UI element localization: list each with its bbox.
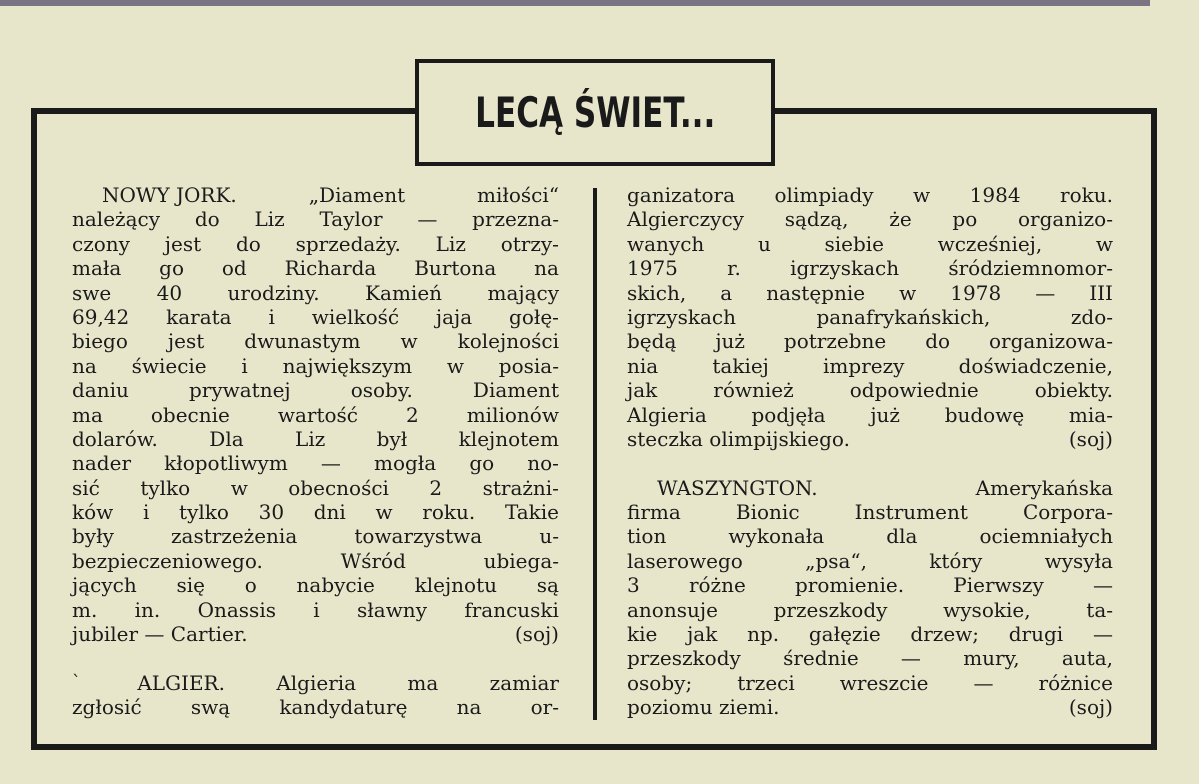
word: przeszkody bbox=[627, 646, 741, 671]
top-color-strip bbox=[0, 0, 1150, 6]
word: przeszkody bbox=[773, 597, 888, 622]
word: średnie bbox=[783, 646, 859, 671]
word: dolarów. bbox=[72, 426, 158, 451]
word: tylko bbox=[140, 475, 191, 500]
column-divider bbox=[593, 188, 597, 720]
word: tylko bbox=[179, 500, 229, 525]
word: drzew; bbox=[910, 622, 980, 647]
text-line bbox=[627, 281, 1113, 305]
word: — bbox=[320, 451, 341, 476]
word: doświadczenie, bbox=[958, 353, 1113, 378]
word: urodziny. bbox=[227, 280, 320, 305]
word: obecności bbox=[288, 475, 389, 500]
word: kolejności bbox=[457, 329, 559, 354]
word: panafrykańskich, bbox=[816, 304, 991, 329]
word: daniu bbox=[72, 378, 129, 403]
word: w bbox=[446, 353, 465, 378]
word: firma bbox=[627, 500, 681, 525]
word: swą bbox=[190, 695, 231, 720]
word: 69,42 bbox=[72, 304, 130, 329]
word: i bbox=[268, 304, 275, 329]
word: towarzystwa bbox=[354, 524, 483, 549]
text-line bbox=[627, 403, 1113, 427]
word: Algieria bbox=[276, 670, 357, 695]
text-line-body: jubiler — Cartier. bbox=[72, 622, 248, 647]
word: miłości“ bbox=[477, 183, 559, 207]
text-line bbox=[627, 183, 1113, 207]
word: budowę bbox=[944, 402, 1025, 427]
word: w bbox=[899, 280, 917, 305]
word: będą bbox=[627, 329, 677, 354]
word: czony bbox=[72, 231, 130, 256]
word: kłopotliwym bbox=[164, 451, 288, 476]
word: już bbox=[870, 402, 900, 427]
word: Corpora- bbox=[1023, 500, 1113, 525]
word: nader bbox=[72, 451, 132, 476]
word: następnie bbox=[766, 280, 866, 305]
text-line bbox=[72, 403, 559, 427]
word: auta, bbox=[1061, 646, 1113, 671]
word: zdo- bbox=[1070, 304, 1113, 329]
word: Algieria bbox=[627, 402, 707, 427]
word: jest bbox=[164, 231, 202, 256]
word: osoby; bbox=[627, 670, 693, 695]
word: r. bbox=[727, 256, 741, 281]
page-title: LECĄ ŚWIET... bbox=[474, 88, 716, 137]
word: gałęzie bbox=[808, 622, 881, 647]
word: drugi bbox=[1008, 622, 1064, 647]
word: Amerykańska bbox=[975, 475, 1113, 500]
word: w bbox=[400, 329, 418, 354]
word: o bbox=[244, 573, 257, 598]
text-line bbox=[72, 598, 559, 622]
word: Onassis bbox=[197, 597, 276, 622]
word: na bbox=[534, 256, 559, 281]
word: promienie. bbox=[795, 573, 905, 598]
word: 1984 bbox=[969, 183, 1021, 207]
word: do bbox=[925, 329, 951, 354]
word: skich, bbox=[627, 280, 687, 305]
word: Wśród bbox=[340, 548, 406, 573]
word: był bbox=[376, 426, 408, 451]
word: Liz bbox=[435, 231, 466, 256]
text-line bbox=[627, 427, 1113, 451]
text-line bbox=[72, 500, 559, 524]
word: podjęła bbox=[751, 402, 826, 427]
article-new-york bbox=[72, 183, 559, 622]
word: Algierczycy bbox=[627, 207, 744, 232]
word: jest bbox=[167, 329, 205, 354]
text-line bbox=[627, 354, 1113, 378]
left-column bbox=[72, 183, 559, 720]
word: 30 bbox=[258, 500, 285, 525]
word: do bbox=[235, 231, 261, 256]
word: i bbox=[313, 597, 320, 622]
word: mia- bbox=[1068, 402, 1113, 427]
word: 40 bbox=[156, 280, 183, 305]
word: i bbox=[142, 500, 150, 525]
word: Instrument bbox=[854, 500, 968, 525]
word: obecnie bbox=[150, 402, 230, 427]
word: francuski bbox=[464, 597, 559, 622]
word: Taylor bbox=[319, 207, 383, 232]
word: ociemniałych bbox=[979, 524, 1113, 549]
text-line bbox=[627, 549, 1113, 573]
word: u- bbox=[539, 524, 559, 549]
word: — bbox=[417, 207, 438, 232]
text-line bbox=[72, 281, 559, 305]
word: strażni- bbox=[482, 475, 559, 500]
author-signature: (soj) bbox=[1068, 426, 1113, 451]
word: — bbox=[1092, 573, 1113, 598]
word: w bbox=[375, 500, 393, 525]
text-line bbox=[627, 573, 1113, 597]
word: biego bbox=[72, 329, 128, 354]
word: Richarda bbox=[284, 256, 377, 281]
word: mała bbox=[72, 256, 122, 281]
word: 2 bbox=[406, 402, 419, 427]
text-line bbox=[627, 329, 1113, 353]
word: ubiega- bbox=[483, 548, 559, 573]
word: siebie bbox=[824, 231, 884, 256]
word: mogła bbox=[374, 451, 437, 476]
right-column bbox=[627, 183, 1113, 720]
word: wielkość bbox=[311, 304, 400, 329]
text-line bbox=[72, 354, 559, 378]
word: 1975 bbox=[627, 256, 678, 281]
word: dni bbox=[313, 500, 346, 525]
word: że bbox=[889, 207, 912, 232]
word: go bbox=[469, 451, 495, 476]
article-algier bbox=[72, 671, 559, 720]
title-box bbox=[415, 59, 775, 166]
word: Pierwszy bbox=[953, 573, 1044, 598]
word: zamiar bbox=[489, 670, 559, 695]
word: ma bbox=[72, 402, 103, 427]
word: na bbox=[72, 353, 97, 378]
word: Liz bbox=[254, 207, 285, 232]
text-line-body: steczka olimpijskiego. bbox=[627, 426, 850, 451]
word: należący bbox=[72, 207, 160, 232]
text-line bbox=[627, 305, 1113, 329]
word: jak bbox=[687, 622, 718, 647]
word: wreszcie bbox=[839, 670, 929, 695]
word: no- bbox=[527, 451, 559, 476]
text-line bbox=[72, 378, 559, 402]
word: Liz bbox=[295, 426, 326, 451]
text-line bbox=[627, 500, 1113, 524]
word: różne bbox=[688, 573, 746, 598]
text-line bbox=[72, 524, 559, 548]
paragraph-gap bbox=[72, 646, 559, 670]
text-line bbox=[72, 476, 559, 500]
word: różnice bbox=[1038, 670, 1113, 695]
word: na bbox=[456, 695, 482, 720]
text-line bbox=[72, 671, 559, 695]
stray-mark: ˋ bbox=[72, 671, 81, 693]
word: sądzą, bbox=[784, 207, 849, 232]
word: ma bbox=[407, 670, 439, 695]
word: jaja bbox=[435, 304, 473, 329]
text-line bbox=[627, 695, 1113, 719]
word: roku. bbox=[1060, 183, 1113, 207]
word: 3 bbox=[627, 573, 640, 598]
text-line bbox=[72, 573, 559, 597]
text-line bbox=[72, 427, 559, 451]
word: trzeci bbox=[737, 670, 795, 695]
word: in. bbox=[134, 597, 161, 622]
text-line bbox=[72, 622, 559, 646]
word: nabycie bbox=[296, 573, 375, 598]
word: jak bbox=[627, 378, 658, 403]
word: olimpiady bbox=[774, 183, 874, 207]
word: „psa“, bbox=[805, 548, 868, 573]
word: swe bbox=[72, 280, 112, 305]
word: odpowiednie bbox=[849, 378, 979, 403]
word: u bbox=[757, 231, 771, 256]
word: klejnotem bbox=[458, 426, 559, 451]
word: — bbox=[1092, 622, 1113, 647]
word: milionów bbox=[466, 402, 559, 427]
word: w bbox=[913, 183, 931, 207]
word: są bbox=[536, 573, 559, 598]
author-signature: (soj) bbox=[1068, 695, 1113, 720]
word: nia bbox=[627, 353, 659, 378]
word: do bbox=[194, 207, 220, 232]
word: już bbox=[715, 329, 745, 354]
text-line bbox=[627, 598, 1113, 622]
word: osoby. bbox=[350, 378, 413, 403]
word: — bbox=[900, 646, 921, 671]
word: świecie bbox=[131, 353, 207, 378]
word: posia- bbox=[498, 353, 559, 378]
word: WASZYNGTON. bbox=[657, 475, 818, 500]
word: organizo- bbox=[1018, 207, 1113, 232]
word: w bbox=[230, 475, 248, 500]
word: gołę- bbox=[509, 304, 559, 329]
text-line bbox=[627, 524, 1113, 548]
word: po bbox=[952, 207, 978, 232]
word: śródziemnomor- bbox=[948, 256, 1113, 281]
word: ków bbox=[72, 500, 114, 525]
word: organizowa- bbox=[989, 329, 1113, 354]
word: w bbox=[1095, 231, 1113, 256]
text-line bbox=[72, 305, 559, 329]
text-line bbox=[72, 256, 559, 280]
word: dwunastym bbox=[244, 329, 361, 354]
text-line bbox=[627, 646, 1113, 670]
text-line bbox=[627, 378, 1113, 402]
word: również bbox=[713, 378, 794, 403]
word: i bbox=[241, 353, 248, 378]
word: anonsuje bbox=[627, 597, 718, 622]
word: wartość bbox=[277, 402, 359, 427]
word: ta- bbox=[1086, 597, 1113, 622]
word: sławny bbox=[357, 597, 427, 622]
word: or- bbox=[530, 695, 559, 720]
word: klejnotu bbox=[414, 573, 498, 598]
word: Diament bbox=[472, 378, 559, 403]
word: największym bbox=[282, 353, 413, 378]
word: imprezy bbox=[823, 353, 905, 378]
word: Burtona bbox=[414, 256, 497, 281]
word: zastrzeżenia bbox=[170, 524, 298, 549]
word: ALGIER. bbox=[137, 670, 225, 695]
word: jących bbox=[72, 573, 137, 598]
word: a bbox=[720, 280, 733, 305]
word: III bbox=[1089, 280, 1113, 305]
word: wysyła bbox=[1044, 548, 1113, 573]
text-line bbox=[627, 476, 1113, 500]
word: otrzy- bbox=[500, 231, 559, 256]
text-line bbox=[627, 622, 1113, 646]
text-line bbox=[72, 207, 559, 231]
word: 1978 bbox=[950, 280, 1002, 305]
word: wanych bbox=[627, 231, 705, 256]
word: kandydaturę bbox=[279, 695, 408, 720]
word: sić bbox=[72, 475, 100, 500]
word: Bionic bbox=[735, 500, 800, 525]
word: roku. bbox=[422, 500, 476, 525]
article-washington bbox=[627, 476, 1113, 696]
word: przezna- bbox=[472, 207, 559, 232]
word: były bbox=[72, 524, 114, 549]
word: igrzyskach bbox=[790, 256, 900, 281]
word: karata bbox=[166, 304, 232, 329]
article-algier-continued bbox=[627, 183, 1113, 427]
word: kie bbox=[627, 622, 658, 647]
word: m. bbox=[72, 597, 98, 622]
word: sprzedaży. bbox=[295, 231, 401, 256]
text-line bbox=[72, 232, 559, 256]
word: igrzyskach bbox=[627, 304, 736, 329]
author-signature: (soj) bbox=[514, 622, 559, 647]
text-line bbox=[72, 549, 559, 573]
word: zgłosić bbox=[72, 695, 142, 720]
word: go bbox=[159, 256, 185, 281]
word: od bbox=[221, 256, 247, 281]
text-line bbox=[72, 329, 559, 353]
word: wykonała bbox=[728, 524, 825, 549]
word: NOWY JORK. bbox=[102, 183, 237, 207]
word: takiej bbox=[712, 353, 769, 378]
word: obiekty. bbox=[1034, 378, 1113, 403]
word: tion bbox=[627, 524, 667, 549]
word: który bbox=[929, 548, 983, 573]
word: się bbox=[176, 573, 205, 598]
word: — bbox=[973, 670, 994, 695]
word: ganizatora bbox=[627, 183, 736, 207]
word: Kamień bbox=[365, 280, 443, 305]
word: mury, bbox=[963, 646, 1020, 671]
word: wysokie, bbox=[943, 597, 1031, 622]
word: prywatnej bbox=[188, 378, 291, 403]
text-line bbox=[627, 256, 1113, 280]
word: 2 bbox=[429, 475, 443, 500]
word: potrzebne bbox=[783, 329, 887, 354]
word: dla bbox=[886, 524, 918, 549]
text-line bbox=[72, 183, 559, 207]
text-line bbox=[627, 671, 1113, 695]
text-line-body: poziomu ziemi. bbox=[627, 695, 780, 720]
text-line bbox=[72, 451, 559, 475]
text-line bbox=[627, 232, 1113, 256]
word: wcześniej, bbox=[937, 231, 1043, 256]
paragraph-gap bbox=[627, 451, 1113, 475]
word: — bbox=[1035, 280, 1056, 305]
word: „Diament bbox=[308, 183, 406, 207]
word: bezpieczeniowego. bbox=[72, 548, 263, 573]
word: laserowego bbox=[627, 548, 743, 573]
word: Takie bbox=[504, 500, 559, 525]
word: Dla bbox=[209, 426, 244, 451]
word: mający bbox=[487, 280, 559, 305]
text-line bbox=[627, 207, 1113, 231]
word: np. bbox=[747, 622, 780, 647]
text-line bbox=[72, 695, 559, 719]
